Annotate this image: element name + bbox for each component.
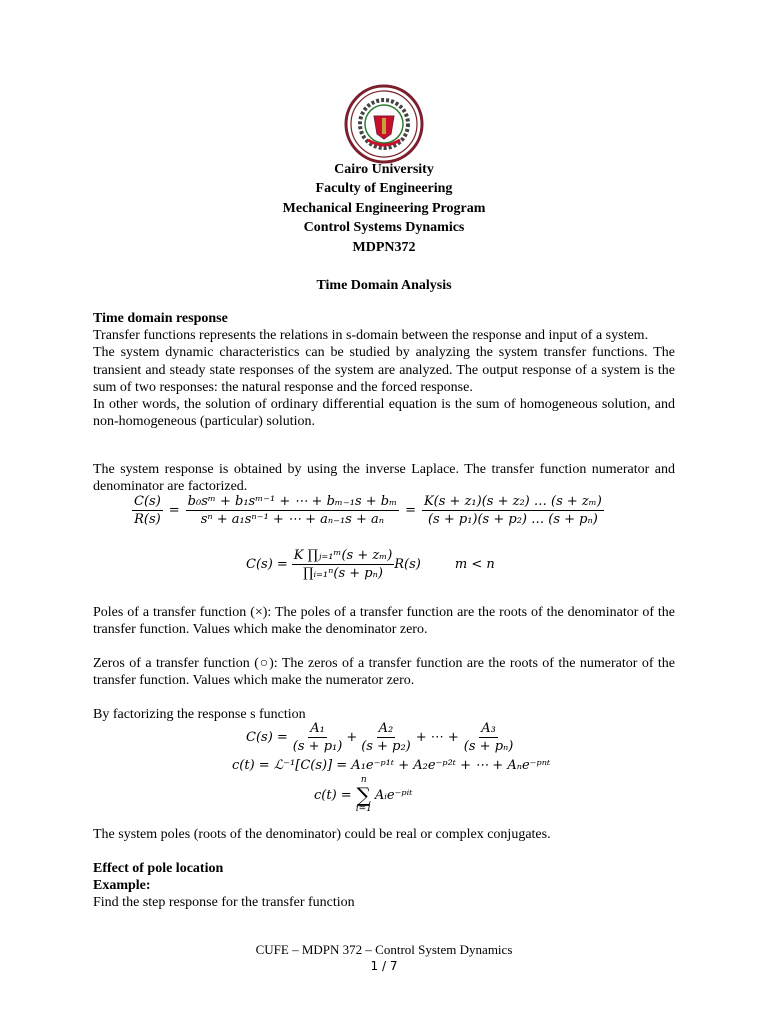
fraction xyxy=(291,721,345,754)
section-heading: Effect of pole location xyxy=(93,861,224,876)
partial-fraction-equation: C(s) = $\frac{\text{A₁}}{\text{(s + p₁)}}$ + $\frac{\text{A₂}}{\text{(s + p₂)}}$ + ⋯ + $\frac{\text{A₃}}{\text{(s + pₙ)}}$ xyxy=(246,721,514,754)
paragraph: Find the step response for the transfer function xyxy=(93,895,355,911)
numerator: C(s) xyxy=(134,494,161,509)
university-name: Cairo University xyxy=(334,162,434,177)
equation-tail: R(s) xyxy=(394,557,421,572)
response-product-equation xyxy=(246,548,495,581)
numerator: K(s + z₁)(s + z₂) … (s + zₘ) xyxy=(423,494,602,509)
denominator: (s + p₂) xyxy=(361,739,411,754)
poles-definition xyxy=(93,604,675,638)
paragraph: The system poles (roots of the denominator) could be real or complex conjugates. xyxy=(93,827,551,842)
numerator: b₀sᵐ + b₁sᵐ⁻¹ + ⋯ + bₘ₋₁s + bₘ xyxy=(187,494,398,509)
equation-lhs: C(s) = xyxy=(246,730,288,745)
equation-text: c(t) = ℒ⁻¹[C(s)] = A₁e⁻ᵖ¹ᵗ + A₂e⁻ᵖ²ᵗ + ⋯ + Aₙe⁻ᵖⁿᵗ xyxy=(232,758,551,773)
fraction xyxy=(186,494,399,527)
denominator: R(s) xyxy=(134,512,161,527)
section-heading: Time domain response xyxy=(93,311,228,326)
fraction xyxy=(359,721,413,754)
fraction xyxy=(462,721,516,754)
summation-lower: i=1 xyxy=(355,804,372,814)
footer-text: CUFE – MDPN 372 – Control System Dynamics xyxy=(255,942,513,957)
paragraph: Poles of a transfer function (×): The poles of a transfer function are the roots of the denominator of the transfer function. Values which make the denominator zero. xyxy=(93,605,675,638)
example-label: Example: xyxy=(93,878,151,894)
program-name: Mechanical Engineering Program xyxy=(282,200,486,216)
paragraph: The system response is obtained by using the inverse Laplace. The transfer function numerator and denominator are factorized. xyxy=(93,462,675,495)
paragraph: By factorizing the response s function xyxy=(93,707,306,722)
equation-condition: m < n xyxy=(454,557,495,572)
equation-lhs: c(t) = xyxy=(314,787,352,803)
document-header xyxy=(0,160,768,257)
section-time-domain-response xyxy=(93,310,675,430)
summation-term: Aᵢe⁻ᵖⁱᵗ xyxy=(374,787,413,803)
fraction xyxy=(422,494,604,527)
course-code: MDPN372 xyxy=(352,239,416,255)
numerator: A₃ xyxy=(481,721,496,736)
numerator: K ∏ⱼ₌₁ᵐ(s + zₘ) xyxy=(293,548,393,563)
denominator: (s + p₁) xyxy=(292,739,343,754)
poles-note-paragraph xyxy=(93,826,675,843)
denominator: ∏ᵢ₌₁ⁿ(s + pₙ) xyxy=(303,566,383,581)
university-seal-logo xyxy=(344,84,424,164)
paragraph: Zeros of a transfer function (○): The zeros of a transfer function are the roots of the numerator of the transfer function. Values which make the numerator zero. xyxy=(93,656,675,689)
denominator: (s + pₙ) xyxy=(463,739,514,754)
fraction xyxy=(292,548,394,581)
ellipsis: + ⋯ + xyxy=(415,730,459,745)
paragraph: The system dynamic characteristics can be studied by analyzing the system transfer functions. The transient and steady state responses of the system are analyzed. The output response of a system is the sum of two responses: the natural response and the forced response. xyxy=(93,345,675,395)
section-effect-of-pole-location xyxy=(93,860,675,912)
inverse-laplace-equation xyxy=(232,758,550,773)
inverse-laplace-paragraph xyxy=(93,461,675,495)
zeros-definition xyxy=(93,655,675,689)
summation-upper: n xyxy=(360,775,367,785)
fraction xyxy=(132,494,163,527)
paragraph: Transfer functions represents the relations in s-domain between the response and input of a system. xyxy=(93,328,649,344)
numerator: A₂ xyxy=(378,721,394,736)
equation-lhs: C(s) = xyxy=(246,557,288,572)
document-title: Time Domain Analysis xyxy=(316,278,452,293)
page-footer xyxy=(0,941,768,975)
denominator: (s + p₁)(s + p₂) … (s + pₙ) xyxy=(427,512,598,527)
numerator: A₁ xyxy=(310,721,325,736)
course-name: Control Systems Dynamics xyxy=(303,220,465,236)
summation xyxy=(356,775,372,815)
transfer-function-equation: $\frac{C(s)}{R(s)}$ = $\frac{\text{b₀sᵐ + b₁sᵐ⁻¹ + ⋯ + bₘ₋₁s + bₘ}}{\text{sⁿ + a₁sⁿ⁻¹ + ⋯ + aₙ₋₁s + aₙ}}$ = $\frac{\text{K(s + z₁)(s + z₂) … (s + zₘ)}}{\text{(s + p₁)(s + p₂) … (s + pₙ)}}$ xyxy=(134,494,602,527)
denominator: sⁿ + a₁sⁿ⁻¹ + ⋯ + aₙ₋₁s + aₙ xyxy=(200,512,385,527)
paragraph: In other words, the solution of ordinary differential equation is the sum of homogeneous solution, and non-homogeneous (particular) solution. xyxy=(93,397,675,430)
summation-equation xyxy=(314,775,412,815)
faculty-name: Faculty of Engineering xyxy=(315,181,453,197)
summation-symbol: ∑ xyxy=(356,783,371,807)
page-number: 1 / 7 xyxy=(370,959,398,973)
